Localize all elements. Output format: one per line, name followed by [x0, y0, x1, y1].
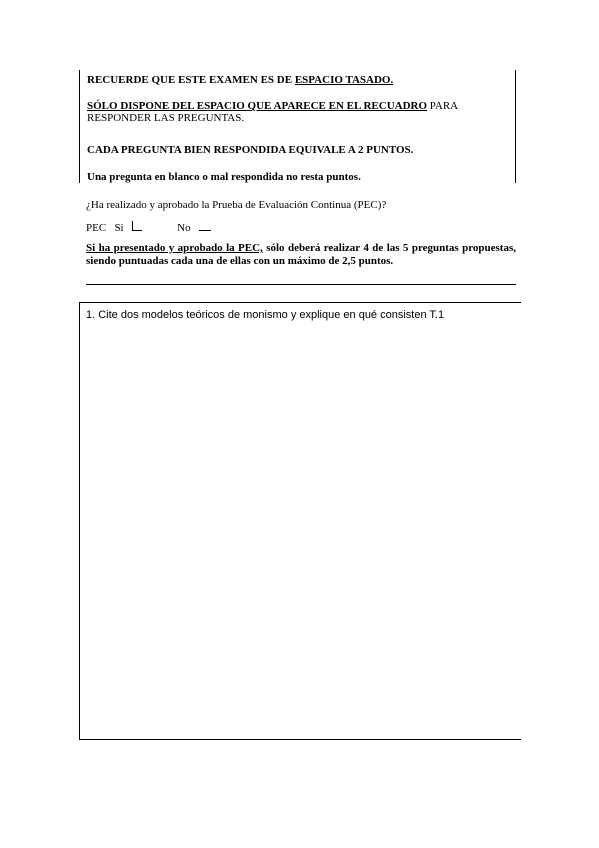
pec-yes-label: Si [114, 222, 124, 234]
instruction-space-limited: RECUERDE QUE ESTE EXAMEN ES DE ESPACIO TASADO. [87, 74, 394, 86]
instruction-space-box: SÓLO DISPONE DEL ESPACIO QUE APARECE EN EL RECUADRO PARA RESPONDER LAS PREGUNTAS. [87, 100, 458, 124]
pec-question: ¿Ha realizado y aprobado la Prueba de Evaluación Continua (PEC)? [86, 199, 387, 211]
pec-yes-checkbox[interactable] [132, 221, 142, 231]
pec-no-label: No [177, 222, 191, 234]
pec-no-checkbox[interactable] [199, 230, 211, 231]
pec-note: Si ha presentado y aprobado la PEC, sólo deberá realizar 4 de las 5 preguntas propuestas, siendo puntuadas cada una de ellas con un máximo de 2,5 puntos. [86, 242, 516, 267]
box-left-border [79, 70, 80, 183]
question-1-text: 1. Cite dos modelos teóricos de monismo y explique en qué consisten T.1 [86, 309, 445, 321]
instruction-points: CADA PREGUNTA BIEN RESPONDIDA EQUIVALE A 2 PUNTOS. [87, 144, 414, 156]
answer-box-question-1[interactable] [79, 302, 521, 740]
instruction-no-penalty: Una pregunta en blanco o mal respondida no resta puntos. [87, 171, 361, 183]
pec-label: PEC [86, 222, 107, 234]
box-right-border [515, 70, 516, 183]
exam-instructions-box [79, 70, 516, 183]
divider-line [86, 284, 516, 285]
pec-answer-row [86, 221, 211, 234]
